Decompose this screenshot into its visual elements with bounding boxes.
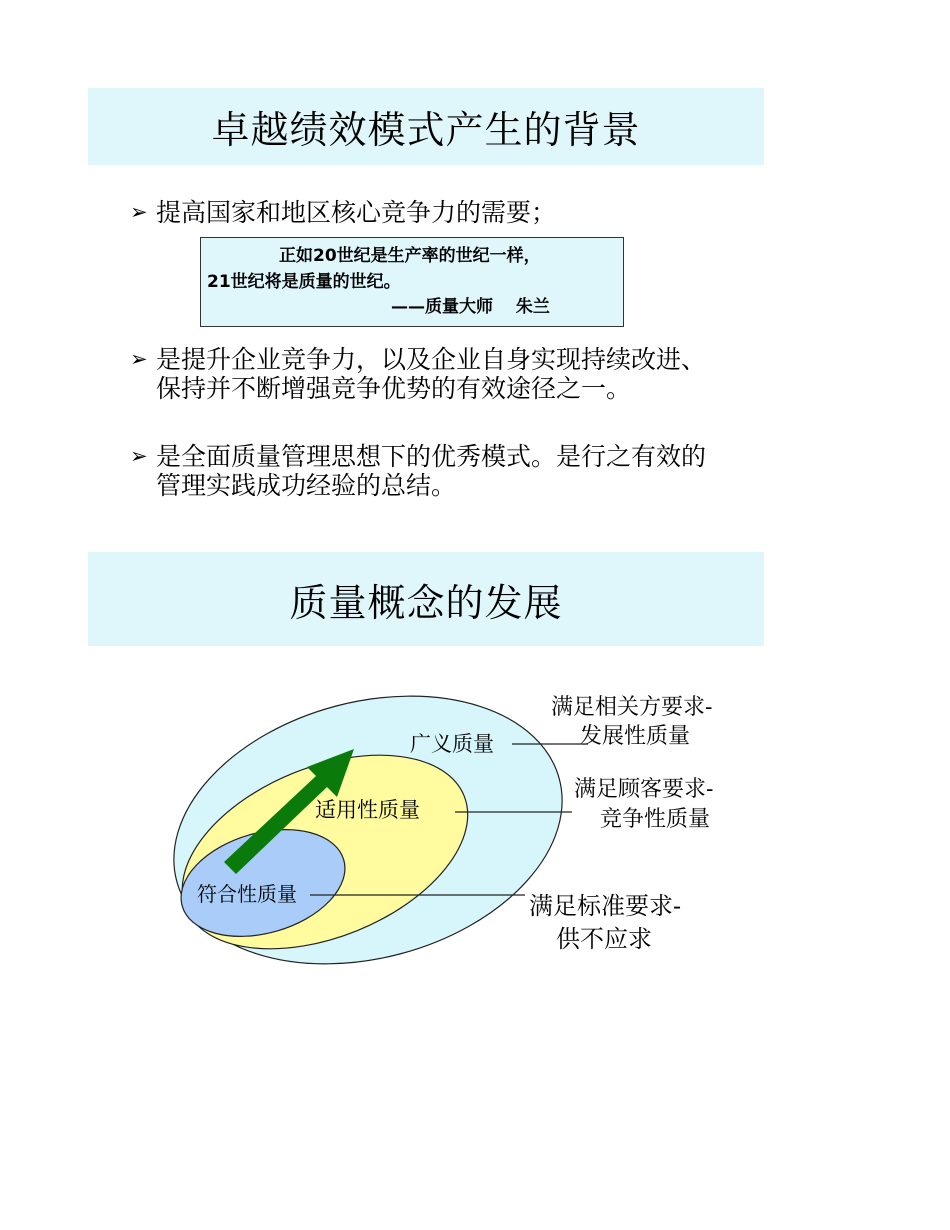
inner-annotation-line-2: 供不应求	[556, 925, 652, 953]
middle-annotation-line-1: 满足顾客要求-	[574, 777, 714, 802]
outer-annotation-line-2: 发展性质量	[580, 724, 691, 749]
quote-line-2: 21世纪将是质量的世纪。	[207, 272, 401, 292]
inner-ellipse-label: 符合性质量	[197, 882, 297, 906]
quote-attribution: ——质量大师 朱兰	[391, 297, 550, 317]
middle-ellipse-label: 适用性质量	[315, 798, 420, 822]
outer-ellipse-label: 广义质量	[410, 732, 494, 756]
bullet-arrow-icon: ➢	[130, 200, 148, 224]
bullet-arrow-icon: ➢	[130, 444, 148, 468]
bullet-text: 提高国家和地区核心竞争力的需要；	[156, 198, 557, 227]
section-1-title-band	[88, 88, 764, 165]
quote-line-1: 正如20世纪是生产率的世纪一样，	[279, 246, 541, 266]
section-2-title-band	[88, 552, 764, 646]
outer-annotation-line-1: 满足相关方要求-	[551, 695, 713, 720]
quote-box	[200, 237, 624, 327]
bullet-text: 是全面质量管理思想下的优秀模式。是行之有效的管理实践成功经验的总结。	[156, 442, 707, 500]
section-1-title: 卓越绩效模式产生的背景	[211, 108, 641, 152]
bullet-item	[130, 198, 556, 227]
section-2-title: 质量概念的发展	[289, 580, 563, 625]
inner-annotation-line-1: 满足标准要求-	[529, 892, 682, 920]
bullet-text: 是提升企业竞争力，以及企业自身实现持续改进、保持并不断增强竞争优势的有效途径之一。	[156, 345, 707, 403]
bullet-arrow-icon: ➢	[130, 347, 148, 371]
bullet-item	[130, 345, 730, 403]
bullet-item	[130, 442, 730, 500]
quality-concept-diagram	[0, 660, 950, 1000]
middle-annotation-line-2: 竞争性质量	[600, 807, 711, 832]
